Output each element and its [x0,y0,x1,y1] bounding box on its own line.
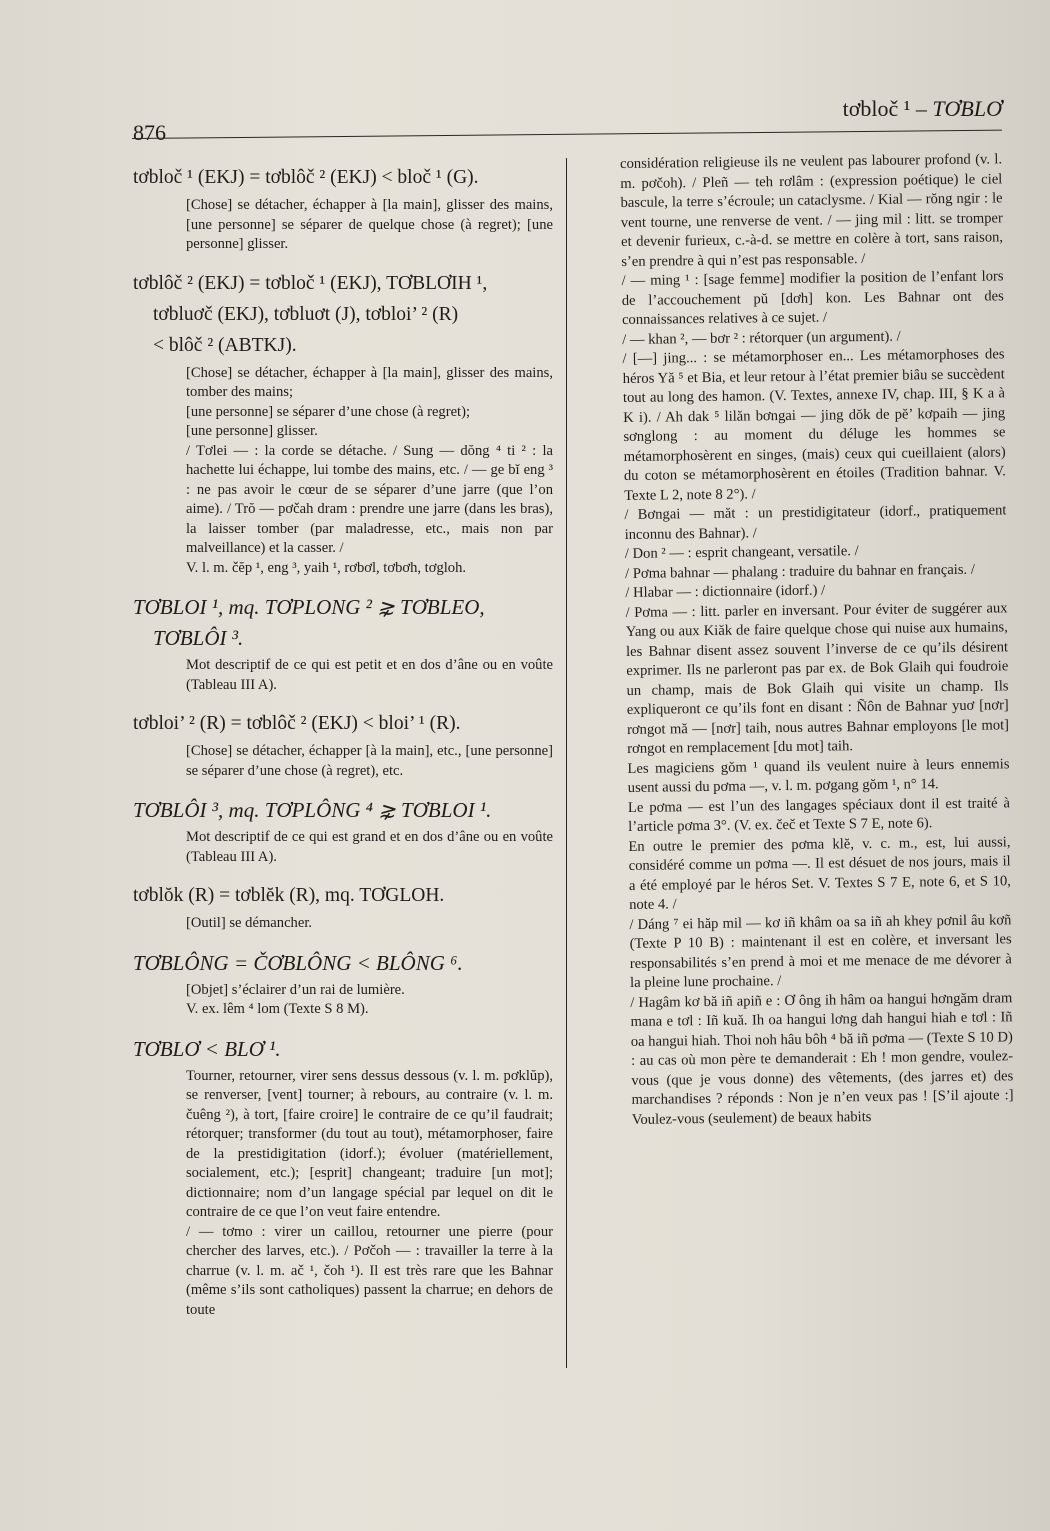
entry-headword: tơblôč ² (EKJ) = tơbloč ¹ (EKJ), TƠBLƠIH ¹, [133,272,488,294]
entry-definition: [une personne] se séparer d’une chose (à regret); [186,403,471,420]
entry-toblong [133,950,553,1020]
entry-headword: TƠBLƠ < BLƠ ¹. [133,1036,281,1061]
paragraph: / Don ² — : esprit changeant, versatile. / [624,543,859,562]
running-head-italic: TƠBLƠ [932,96,1002,121]
entry-headword-cont: TƠBLÔI ³. [153,626,244,650]
entry-see-also: V. ex. lêm ⁴ lom (Texte S 8 M). [186,1001,369,1017]
paragraph: / Hagâm kơ bă iñ apiñ e : Ơ ông ih hâm oa hangui hơngăm dram mana e tơl : Iñ kuă. Ih oa hangui lơng dah hangui hiah e tơl : Iñ oa hangui hiah. Thoi noh hâu bôh ⁴ bă iñ pơma — (Texte S 10 D) : au cas où mon père te demanderait : Eh ! mon gendre, voulez-vous (que je vous donne) des vêtements, (des jarres et) des marchandises ? réponds : Non je n’en veux pas ! [S’il ajoute :] Voulez-vous (seulement) de beaux habits [630,989,1014,1128]
entry-definition: [Chose] se détacher, échapper à [la main], glisser des mains, [une personne] se séparer de quelque chose (à regret); [une personne] glisser. [186,197,553,252]
entry-headword: tơbloč ¹ (EKJ) = tơblôč ² (EKJ) < bloč ¹ (G). [133,167,479,188]
entry-definition: Mot descriptif de ce qui est grand et en dos d’âne ou en voûte (Tableau III A). [186,829,553,865]
paragraph: / Bơngai — măt : un prestidigitateur (idorf., pratiquement inconnu des Bahnar). / [624,502,1007,543]
entry-toblok [133,883,553,934]
entry-headword: TƠBLÔI ³, mq. TƠPLÔNG ⁴ ⋧ TƠBLOI ¹. [133,798,492,822]
entry-definition: [Chose] se détacher, échapper à [la main], glisser des mains, tomber des mains; [186,364,553,400]
paragraph: / Pơma — : litt. parler en inversant. Pour éviter de suggérer aux Yang ou aux Kiăk de faire quelque chose qui nuise aux humains, les Bahnar disent assez souvent l’inverse de ce qu’ils désirent exprimer. Ils ne parleront pas par ex. de Bok Glaih qui foudroie un champ, mais de Bok Glaih qui visite un champ. Ils expliqueront ce qu’ils font en disant : Ñôn de Bahnar yuơ [nơr] rơngot mă — [nơr] taih, nous autres Bahnar employons [le mot] rơngot en remplacement [du mot] taih. [625,599,1010,757]
entry-examples: / Tơlei — : la corde se détache. / Sung — dŏng ⁴ ti ² : la hachette lui échappe, lui tombe des mains, etc. / — ge bĭ eng ³ : ne pas avoir le cœur de se séparer d’une jarre (que l’on aime). / Trŏ — pơčah dram : prendre une jarre (dans les bras), la laisser tomber (par maladresse, etc., mais non par malveillance) et la casser. / [186,442,553,556]
entry-headword: TƠBLÔNG = ČƠBLÔNG < BLÔNG ⁶. [133,950,463,975]
paragraph: Les magiciens gŏm ¹ quand ils veulent nuire à leurs ennemis usent aussi du pơma —, v. l. m. pơgang gŏm ¹, n° 14. [627,755,1010,796]
entry-headword: tơbloi’ ² (R) = tơblôč ² (EKJ) < bloi’ ¹ (R). [133,713,461,734]
entry-toblo [133,1036,553,1321]
entry-examples: / — tơmo : virer un caillou, retourner une pierre (pour chercher des larves, etc.). / Pơčoh — : travailler la terre à la charrue (v. l. m. ač ¹, čoh ¹). Il est très rare que les Bahnar (même s’ils sont catholiques) passent la charrue; en dehors de toute [186,1223,553,1318]
paragraph: / Hlabar — : dictionnaire (idorf.) / [625,582,826,601]
paragraph: Le pơma — est l’un des langages spéciaux dont il est traité à l’article pơma 3°. (V. ex. čeč et Texte S 7 E, note 6). [627,794,1011,835]
running-head-text: tơbloč ¹ – [842,96,933,121]
entry-definition: [Objet] s’éclairer d’un rai de lumière. [186,981,405,998]
entry-tobloc2 [133,271,553,579]
column-divider [566,158,567,1368]
paragraph: considération religieuse ils ne veulent pas labourer profond (v. l. m. pơčoh). / Pleñ — teh rơlâm : (expression poétique) le ciel bascule, la terre s’écroule; un cataclysme. / Kial — rŏng ngir : le vent tourne, une renverse de vent. / — jing mil : litt. se tromper et devenir furieux, c.-à-d. se mettre en colère à tort, sans raison, s’en prendre à qui n’est pas responsable. / [620,151,1004,270]
entry-definition: Tourner, retourner, virer sens dessus dessous (v. l. m. pơklŭp), se renverser, [vent] tourner; à rebours, au contraire (v. l. m. čuêng ²), à tort, [faire croire] le contraire de ce qu’il faudrait; rétorquer; transformer (du tout au tout), métamorphoser, faire de la prestidigitation (idorf.); évoluer (matériellement, socialement, etc.); [esprit] changeant; traduire [un mot]; dictionnaire; nom d’un langage spécial par lequel on dit le contraire de ce que l’on veut faire entendre. [186,1067,553,1220]
entry-headword-cont: tơbluơč (EKJ), tơbluơt (J), tơbloi’ ² (R) [153,303,459,325]
paragraph: En outre le premier des pơma klĕ, v. c. m., est, lui aussi, considéré comme un pơma —. Il est désuet de nos jours, mais il a été employé par le héros Set. V. Textes S 7 E, note 6, et S 10, note 4. / [628,833,1011,913]
entry-definition: [Chose] se détacher, échapper [à la main], etc., [une personne] se séparer d’une chose (à regret), etc. [186,743,553,779]
header-rule [132,130,1002,139]
entry-tobloc1 [133,165,553,255]
entry-headword-cont: < blôč ² (ABTKJ). [153,334,297,356]
entry-headword: TƠBLOI ¹, mq. TƠPLONG ² ⋧ TƠBLEO, [133,595,485,619]
page-number: 876 [133,120,166,145]
left-column [133,165,553,1336]
entry-definition: [Outil] se démancher. [186,915,313,931]
entry-definition: Mot descriptif de ce qui est petit et en dos d’âne ou en voûte (Tableau III A). [186,657,553,693]
paragraph: / Pơma bahnar — phalang : traduire du bahnar en français. / [625,561,975,582]
entry-tobloi2 [133,711,553,781]
paragraph: / Dáng ⁷ ei hăp mil — kơ iñ khâm oa sa iñ ah khey pơnil âu kơñ (Texte P 10 B) : maintenant il est en colère, et inversant les responsabilités s’en prend à moi et me menace de me dévorer à la pleine lune prochaine. / [629,911,1012,991]
running-head [843,96,1002,122]
entry-tobloi3 [133,797,553,867]
paragraph: / — khan ², — bơr ² : rétorquer (un argument). / [622,328,901,348]
entry-headword: tơblŏk (R) = tơblĕk (R), mq. TƠGLOH. [133,885,445,906]
entry-definition: [une personne] glisser. [186,423,318,439]
entry-tobloi1 [133,594,553,695]
right-column [620,150,1014,1130]
entry-see-also: V. l. m. čĕp ¹, eng ³, yaih ¹, rơbơl, tơbơh, tơgloh. [186,559,467,576]
paragraph: / — ming ¹ : [sage femme] modifier la position de l’enfant lors de l’accouchement pŭ [dơh] kon. Les Bahnar ont des connaissances relatives à ce sujet. / [621,268,1004,328]
paragraph: / [—] jing... : se métamorphoser en... Les métamorphoses des héros Yă ⁵ et Bia, et leur retour à l’état premier biâu se succèdent tout au long des hamon. (V. Textes, annexe IV, chap. III, § K a à K i). / Ah dak ⁵ lilăn bơngai — jing dŏk de pĕ’ kơpaih — jing sơnglong : au moment du déluge les hommes se métamorphosèrent en singes, (mais) ceux qui cueillaient (alors) du coton se métamorphosèrent en étoiles (Tradition bahnar. V. Texte L 2, note 8 2°). / [622,346,1006,504]
